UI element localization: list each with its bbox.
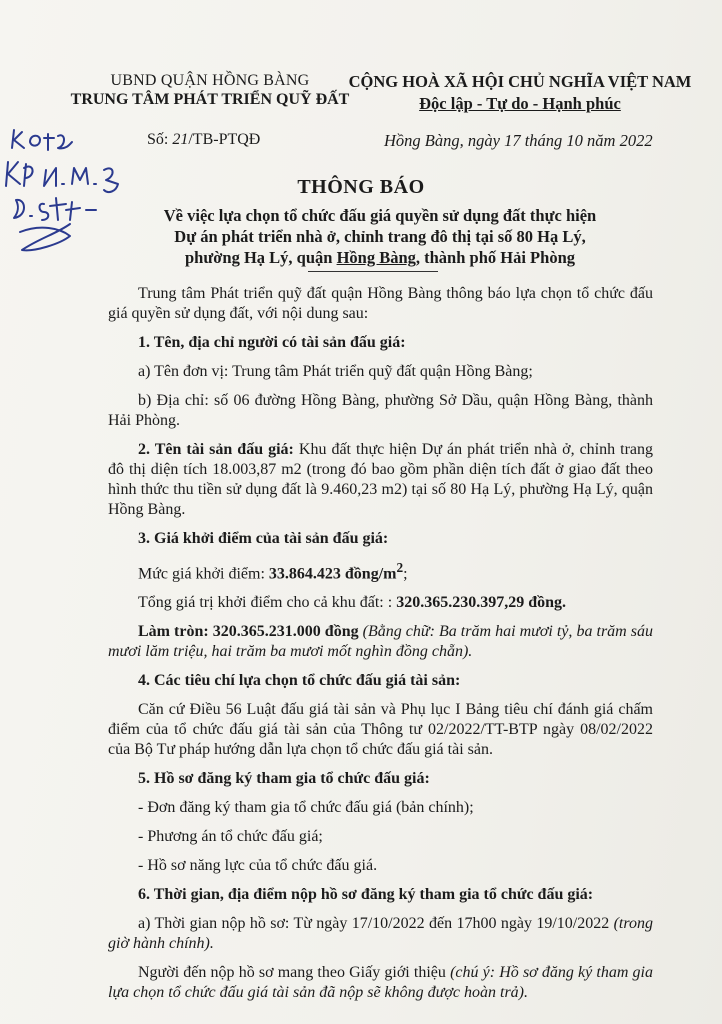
section-6-heading: 6. Thời gian, địa điểm nộp hồ sơ đăng ký tham gia tổ chức đấu giá:	[138, 886, 594, 904]
place-and-date: Hồng Bàng, ngày 17 tháng 10 năm 2022	[384, 131, 653, 150]
section-4-text: Căn cứ Điều 56 Luật đấu giá tài sản và Phụ lục I Bảng tiêu chí đánh giá chấm điểm của tổ chức đấu giá tài sản của Thông tư 02/2022/TT-BTP ngày 08/02/2022 của Bộ Tư pháp hướng dẫn lựa chọn tổ chức đấu giá tài sản.	[108, 701, 653, 759]
list-item: - Đơn đăng ký tham gia tổ chức đấu giá (bản chính);	[138, 799, 474, 817]
total-starting-value: Tổng giá trị khởi điểm cho cả khu đất: : 320.365.230.397,29 đồng.	[138, 594, 566, 612]
list-item: - Phương án tổ chức đấu giá;	[138, 828, 323, 846]
submission-time: a) Thời gian nộp hồ sơ: Từ ngày 17/10/2022 đến 17h00 ngày 19/10/2022 (trong giờ hành chính).	[108, 915, 653, 953]
national-header	[345, 72, 695, 114]
issuing-organization	[60, 72, 360, 109]
document-body	[108, 284, 653, 1012]
section-2: 2. Tên tài sản đấu giá: Khu đất thực hiện Dự án phát triển nhà ở, chỉnh trang đô thị diện tích 18.003,87 m2 (trong đó bao gồm phần diện tích đất ở giao đất theo hình thức thu tiền sử dụng đất là 9.460,23 m2) tại số 80 Hạ Lý, phường Hạ Lý, quận Hồng Bàng.	[108, 441, 654, 518]
submission-note: Người đến nộp hồ sơ mang theo Giấy giới thiệu (chú ý: Hồ sơ đăng ký tham gia lựa chọn tổ chức đấu giá tài sản đã nộp sẽ không được hoàn trả).	[108, 964, 654, 1002]
intro-paragraph: Trung tâm Phát triển quỹ đất quận Hồng Bàng thông báo lựa chọn tổ chức đấu giá quyền sử dụng đất, với nội dung sau:	[108, 285, 653, 322]
rounded-value: Làm tròn: 320.365.231.000 đồng (Bằng chữ: Ba trăm hai mươi tỷ, ba trăm sáu mươi lăm triệu, hai trăm ba mươi mốt nghìn đồng chẵn).	[108, 623, 654, 661]
list-item: - Hồ sơ năng lực của tổ chức đấu giá.	[138, 857, 378, 875]
document-number-value: 21	[172, 131, 189, 148]
document-subject: Về việc lựa chọn tổ chức đấu giá quyền sử dụng đất thực hiện Dự án phát triển nhà ở, chỉnh trang đô thị tại số 80 Hạ Lý, phường Hạ Lý, quận Hồng Bàng, thành phố Hải Phòng	[163, 206, 597, 267]
document-number: Số: 21/TB-PTQĐ	[147, 131, 261, 148]
section-1-heading: 1. Tên, địa chỉ người có tài sản đấu giá:	[138, 334, 406, 351]
section-3-heading: 3. Giá khởi điểm của tài sản đấu giá:	[138, 530, 389, 547]
section-4-heading: 4. Các tiêu chí lựa chọn tổ chức đấu giá tài sản:	[138, 672, 461, 690]
nation-motto: Độc lập - Tự do - Hạnh phúc	[419, 94, 621, 113]
subject-divider	[308, 271, 438, 272]
org-line-1: UBND QUẬN HỒNG BÀNG	[110, 72, 310, 89]
section-1-b: b) Địa chỉ: số 06 đường Hồng Bàng, phường Sở Dầu, quận Hồng Bàng, thành Hải Phòng.	[108, 392, 653, 429]
starting-price: Mức giá khởi điểm: 33.864.423 đồng/$m^2$;	[138, 560, 408, 583]
section-1-a: a) Tên đơn vị: Trung tâm Phát triển quỹ đất quận Hồng Bàng;	[138, 363, 533, 380]
document-title: THÔNG BÁO	[297, 176, 425, 198]
section-5-heading: 5. Hồ sơ đăng ký tham gia tổ chức đấu giá:	[138, 770, 430, 788]
org-line-2: TRUNG TÂM PHÁT TRIỂN QUỸ ĐẤT	[70, 91, 350, 108]
nation-line-1: CỘNG HOÀ XÃ HỘI CHỦ NGHĨA VIỆT NAM	[348, 72, 692, 91]
